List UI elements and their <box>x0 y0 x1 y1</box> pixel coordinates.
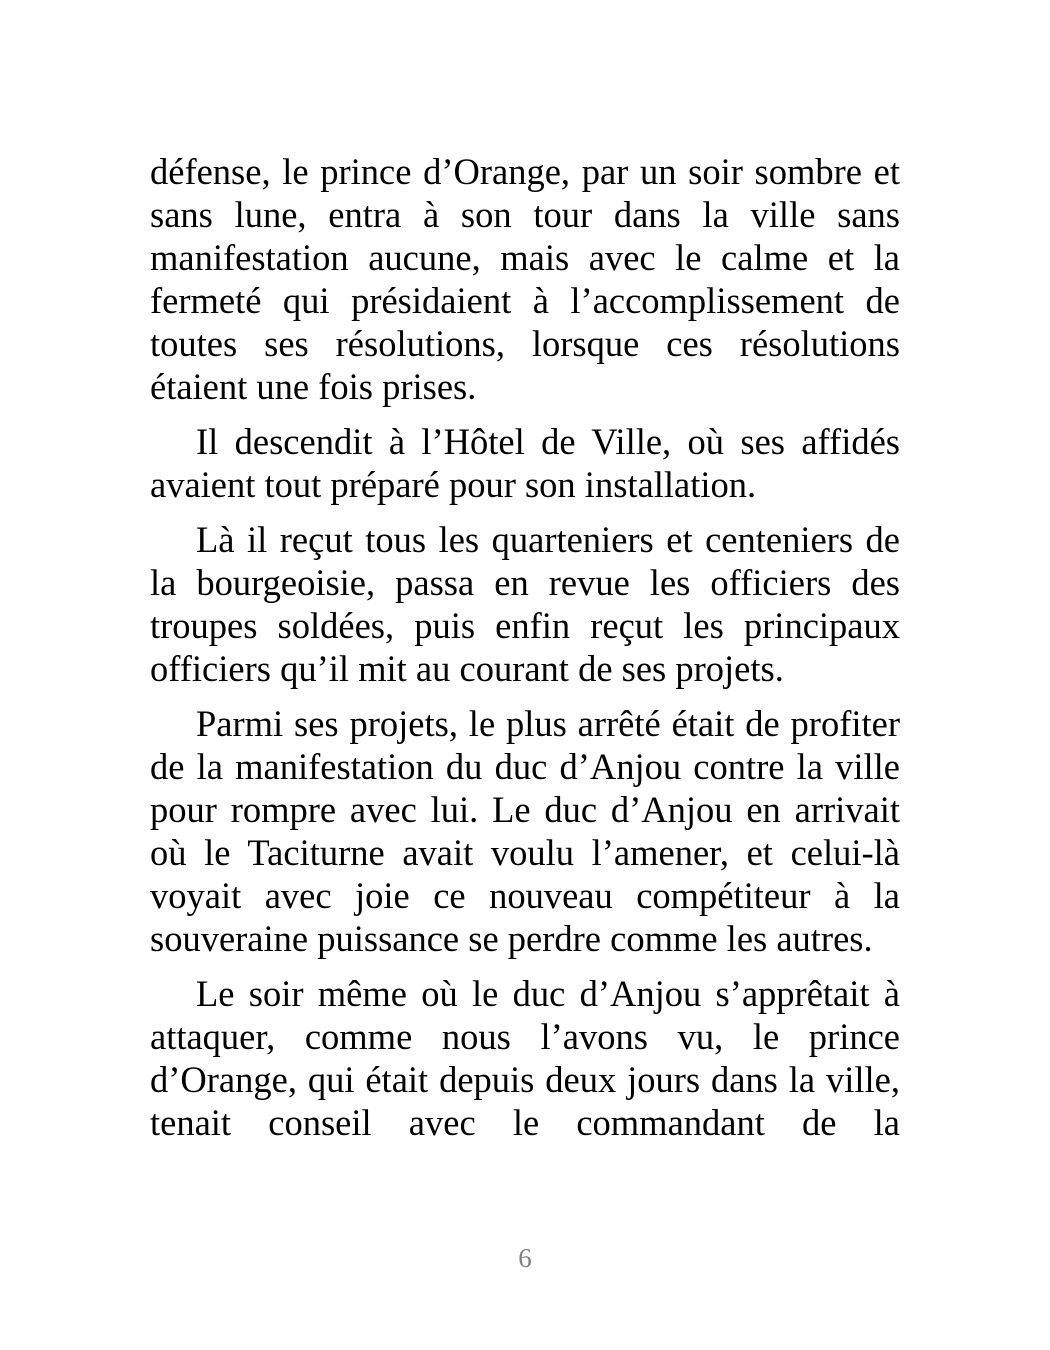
paragraph-5: Le soir même où le duc d’Anjou s’apprêtait à attaquer, comme nous l’avons vu, le prince d’Orange, qui était depuis deux jours dans la ville, tenait conseil avec le commandant de la <box>150 973 900 1143</box>
paragraph-1: défense, le prince d’Orange, par un soir sombre et sans lune, entra à son tour dans la ville sans manifestation aucune, mais avec le calme et la fermeté qui présidaient à l’accomplissement de toutes ses résolutions, lorsque ces résolutions étaient une fois prises. <box>150 151 900 407</box>
paragraph-4: Parmi ses projets, le plus arrêté était de profiter de la manifestation du duc d’Anjou contre la ville pour rompre avec lui. Le duc d’Anjou en arrivait où le Taciturne avait voulu l’amener, et celui-là voyait avec joie ce nouveau compétiteur à la souveraine puissance se perdre comme les autres. <box>150 703 900 959</box>
paragraph-3: Là il reçut tous les quarteniers et centeniers de la bourgeoisie, passa en revue les officiers des troupes soldées, puis enfin reçut les principaux officiers qu’il mit au courant de ses projets. <box>150 519 900 689</box>
paragraph-2: Il descendit à l’Hôtel de Ville, où ses affidés avaient tout préparé pour son installation. <box>150 421 900 505</box>
page-text <box>150 150 900 1156</box>
page-number: 6 <box>518 1243 532 1273</box>
